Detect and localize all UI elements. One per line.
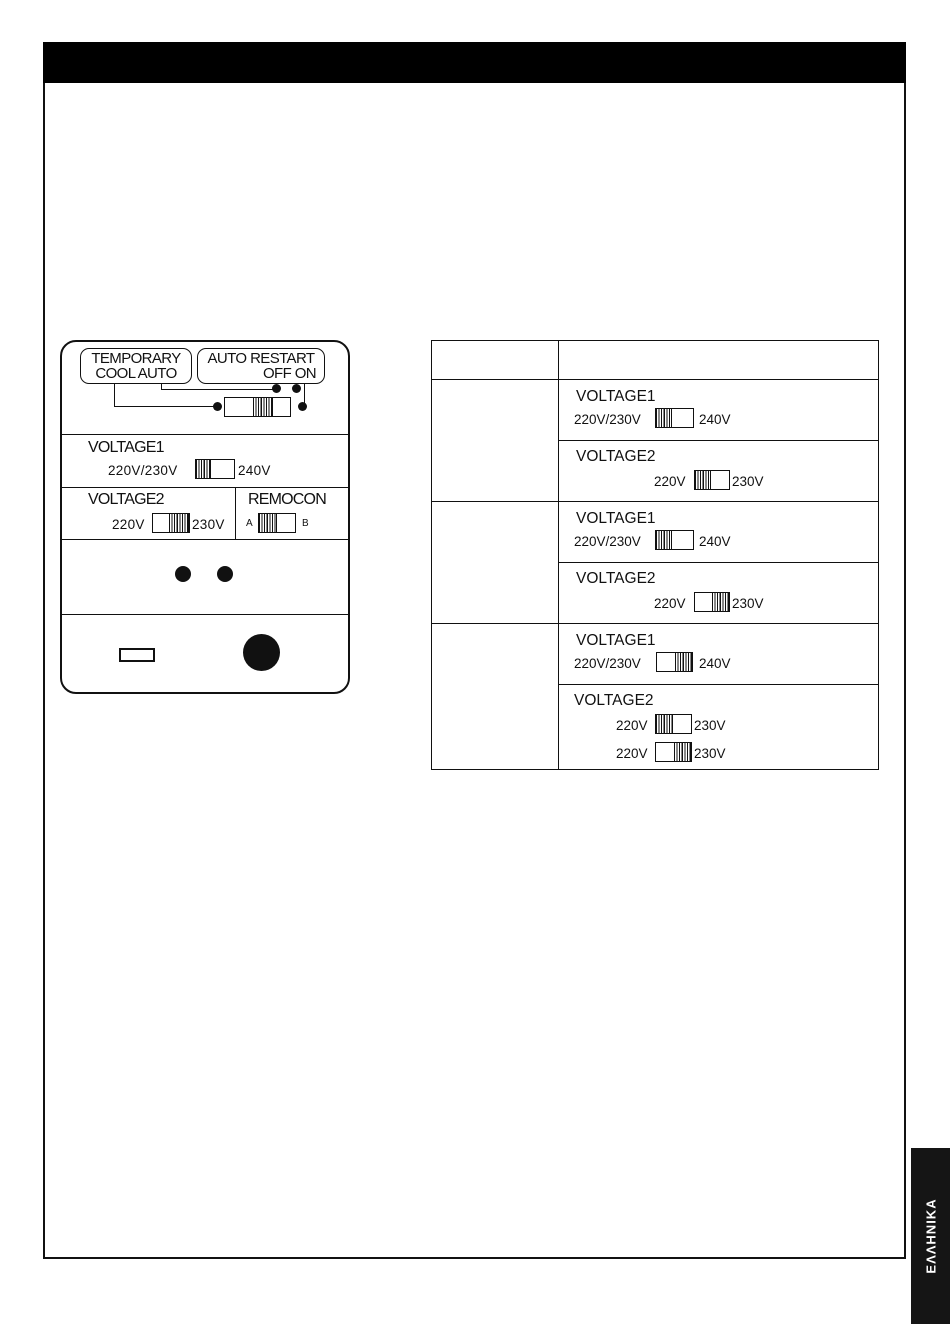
- switch-knob[interactable]: [196, 460, 211, 478]
- row1-voltage1-left: 220V/230V: [574, 412, 641, 427]
- voltage2-left-value: 220V: [112, 517, 145, 532]
- remocon-a-label: A: [246, 518, 253, 529]
- row2-voltage1-label: VOLTAGE1: [576, 510, 656, 527]
- voltage2-label: VOLTAGE2: [88, 491, 164, 508]
- switch-knob: [656, 715, 673, 733]
- panel-divider: [235, 487, 236, 539]
- row1-voltage2-switch: [694, 470, 730, 490]
- switch-knob: [695, 471, 711, 489]
- switch-knob[interactable]: [253, 398, 273, 416]
- row2-voltage2-left: 220V: [654, 596, 686, 611]
- off-on-label: OFF ON: [262, 365, 316, 382]
- remocon-slide-switch[interactable]: [258, 513, 296, 533]
- temporary-label-box: [80, 348, 192, 384]
- table-row-divider: [432, 379, 878, 380]
- row3-voltage2-b-switch: [655, 742, 692, 762]
- table-row-divider: [558, 440, 878, 441]
- voltage1-slide-switch[interactable]: [195, 459, 235, 479]
- panel-divider: [62, 434, 348, 435]
- row3-voltage1-label: VOLTAGE1: [576, 632, 656, 649]
- connector-dot: [298, 402, 307, 411]
- row2-voltage1-left: 220V/230V: [574, 534, 641, 549]
- language-tab-label: ΕΛΛΗΝΙΚΑ: [923, 1198, 938, 1274]
- power-button[interactable]: [243, 634, 280, 671]
- row3-voltage2-b-right: 230V: [694, 746, 726, 761]
- switch-knob[interactable]: [169, 514, 189, 532]
- voltage1-left-value: 220V/230V: [108, 463, 178, 478]
- voltage2-slide-switch[interactable]: [152, 513, 190, 533]
- auto-restart-label-box: [197, 348, 325, 384]
- cool-auto-label: COOL AUTO: [95, 365, 177, 382]
- voltage2-right-value: 230V: [192, 517, 225, 532]
- row3-voltage2-a-right: 230V: [694, 718, 726, 733]
- connector-dot: [292, 384, 301, 393]
- row1-voltage1-label: VOLTAGE1: [576, 388, 656, 405]
- cool-auto-wire: [161, 383, 276, 390]
- remocon-b-label: B: [302, 518, 309, 529]
- connector-dot: [213, 402, 222, 411]
- table-row-divider: [558, 562, 878, 563]
- section-header-bar: [43, 42, 906, 83]
- row2-voltage2-label: VOLTAGE2: [576, 570, 656, 587]
- row2-voltage1-switch: [655, 530, 694, 550]
- mode-slide-switch[interactable]: [224, 397, 291, 417]
- row3-voltage2-a-left: 220V: [616, 718, 648, 733]
- row1-voltage1-right: 240V: [699, 412, 731, 427]
- table-row-divider: [432, 623, 878, 624]
- auto-restart-label: AUTO RESTART: [207, 350, 315, 367]
- table-column-divider: [558, 341, 559, 769]
- switch-knob: [712, 593, 729, 611]
- switch-knob: [656, 531, 672, 549]
- receiver-window: [119, 648, 155, 662]
- table-row-divider: [432, 501, 878, 502]
- voltage-settings-table: [431, 340, 879, 770]
- voltage1-label: VOLTAGE1: [88, 439, 164, 456]
- indicator-led: [217, 566, 233, 582]
- remocon-label: REMOCON: [248, 491, 326, 508]
- indicator-led: [175, 566, 191, 582]
- row1-voltage2-left: 220V: [654, 474, 686, 489]
- row2-voltage2-right: 230V: [732, 596, 764, 611]
- panel-divider: [62, 539, 348, 540]
- row3-voltage2-a-switch: [655, 714, 692, 734]
- row2-voltage2-switch: [694, 592, 730, 612]
- row3-voltage1-switch: [656, 652, 693, 672]
- row1-voltage2-right: 230V: [732, 474, 764, 489]
- row1-voltage1-switch: [655, 408, 694, 428]
- control-panel-diagram: [60, 340, 350, 694]
- switch-knob: [675, 653, 692, 671]
- connector-dot: [272, 384, 281, 393]
- table-row-divider: [558, 684, 878, 685]
- temporary-label: TEMPORARY: [91, 350, 181, 367]
- row3-voltage2-label: VOLTAGE2: [574, 692, 654, 709]
- row3-voltage2-b-left: 220V: [616, 746, 648, 761]
- language-tab: [911, 1148, 950, 1324]
- row3-voltage1-left: 220V/230V: [574, 656, 641, 671]
- row2-voltage1-right: 240V: [699, 534, 731, 549]
- voltage1-right-value: 240V: [238, 463, 271, 478]
- row1-voltage2-label: VOLTAGE2: [576, 448, 656, 465]
- switch-knob[interactable]: [259, 514, 277, 532]
- switch-knob: [674, 743, 691, 761]
- panel-divider: [62, 614, 348, 615]
- panel-divider: [62, 487, 348, 488]
- row3-voltage1-right: 240V: [699, 656, 731, 671]
- switch-knob: [656, 409, 672, 427]
